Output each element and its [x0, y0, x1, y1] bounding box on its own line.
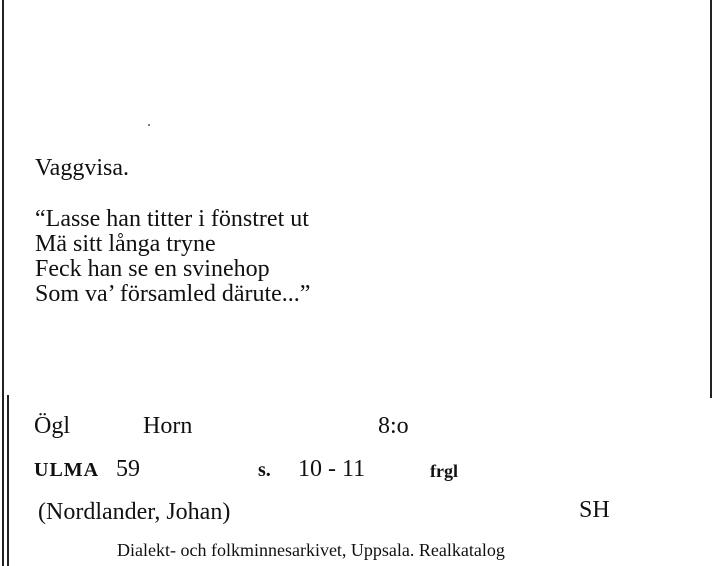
initials: SH [579, 497, 610, 523]
format-label: 8:o [378, 413, 409, 439]
archive-footer: Dialekt- och folkminnesarkivet, Uppsala. Realkatalog [117, 540, 505, 560]
verse-block [35, 207, 310, 307]
collector-name: (Nordlander, Johan) [38, 499, 231, 525]
verse-line: Feck han se en svinehop [35, 256, 270, 282]
verse-line: Som va’ församled därute...” [35, 281, 311, 307]
type-code: frgl [430, 461, 458, 481]
verse-line: Mä sitt långa tryne [35, 231, 216, 257]
place-label: Ögl [34, 413, 70, 439]
song-title: Vaggvisa. [35, 155, 129, 181]
card-left-border [2, 0, 4, 566]
page-range: 10 - 11 [298, 456, 366, 482]
card-inner-left-border [7, 395, 9, 566]
paper-speck [148, 124, 150, 126]
archive-number: 59 [116, 456, 140, 482]
verse-line: “Lasse han titter i fönstret ut [35, 206, 309, 232]
parish-label: Horn [143, 413, 193, 439]
archive-code: ULMA [34, 459, 100, 481]
page-prefix: s. [258, 459, 271, 481]
card-right-border [710, 0, 712, 398]
